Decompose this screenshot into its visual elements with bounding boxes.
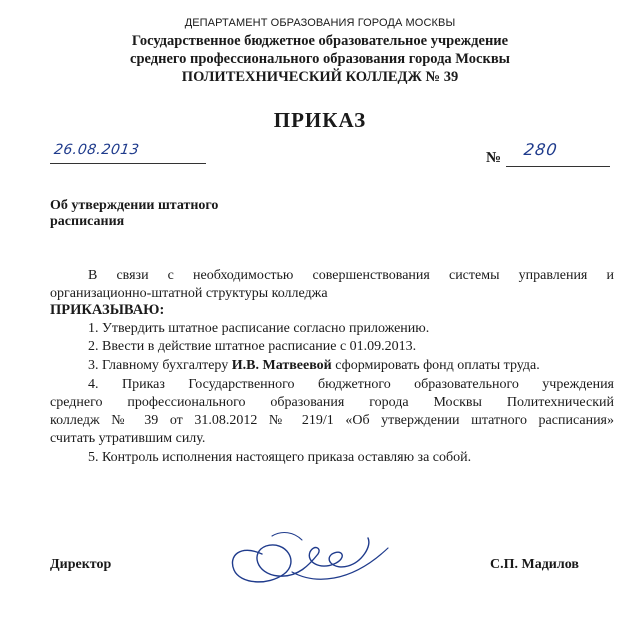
document-title: ПРИКАЗ	[273, 108, 367, 132]
number-underline	[506, 166, 610, 167]
order-word: ПРИКАЗЫВАЮ:	[50, 302, 165, 318]
handwritten-date: 26.08.2013	[52, 142, 141, 158]
preamble-line-2: организационно-штатной структуры колледжа	[50, 286, 328, 301]
institution-line-3: ПОЛИТЕХНИЧЕСКИЙ КОЛЛЕДЖ № 39	[181, 69, 459, 85]
item-3-text-after: сформировать фонд оплаты труда.	[331, 358, 540, 373]
signature-image	[222, 514, 402, 594]
handwritten-number: 280	[522, 140, 559, 159]
order-item-4-line-2: среднего профессионального образования города Москвы Политехнический	[50, 395, 614, 410]
director-name: С.П. Мадилов	[490, 557, 579, 572]
order-item-4-line-1: 4. Приказ Государственного бюджетного образовательного учреждения	[88, 377, 614, 392]
order-item-3	[88, 357, 540, 375]
date-underline	[50, 163, 206, 164]
department-name: ДЕПАРТАМЕНТ ОБРАЗОВАНИЯ ГОРОДА МОСКВЫ	[184, 17, 456, 29]
order-item-5: 5. Контроль исполнения настоящего приказа оставляю за собой.	[88, 450, 472, 465]
order-item-4-line-4: считать утратившим силу.	[50, 431, 206, 446]
item-3-text-before: 3. Главному бухгалтеру	[88, 358, 232, 373]
number-sign: №	[486, 150, 502, 166]
preamble-line-1: В связи с необходимостью совершенствования системы управления и	[88, 268, 614, 283]
institution-line-2: среднего профессионального образования города Москвы	[130, 51, 510, 67]
institution-line-1: Государственное бюджетное образовательное учреждение	[131, 33, 509, 49]
order-item-4-line-3: колледж № 39 от 31.08.2012 № 219/1 «Об утверждении штатного расписания»	[50, 413, 614, 428]
accountant-name: И.В. Матвеевой	[231, 358, 332, 373]
subject-line-2: расписания	[50, 214, 125, 229]
order-item-1: 1. Утвердить штатное расписание согласно приложению.	[88, 321, 430, 336]
director-title: Директор	[50, 557, 112, 572]
order-item-2: 2. Ввести в действие штатное расписание с 01.09.2013.	[88, 339, 417, 354]
subject-line-1: Об утверждении штатного	[50, 198, 219, 213]
